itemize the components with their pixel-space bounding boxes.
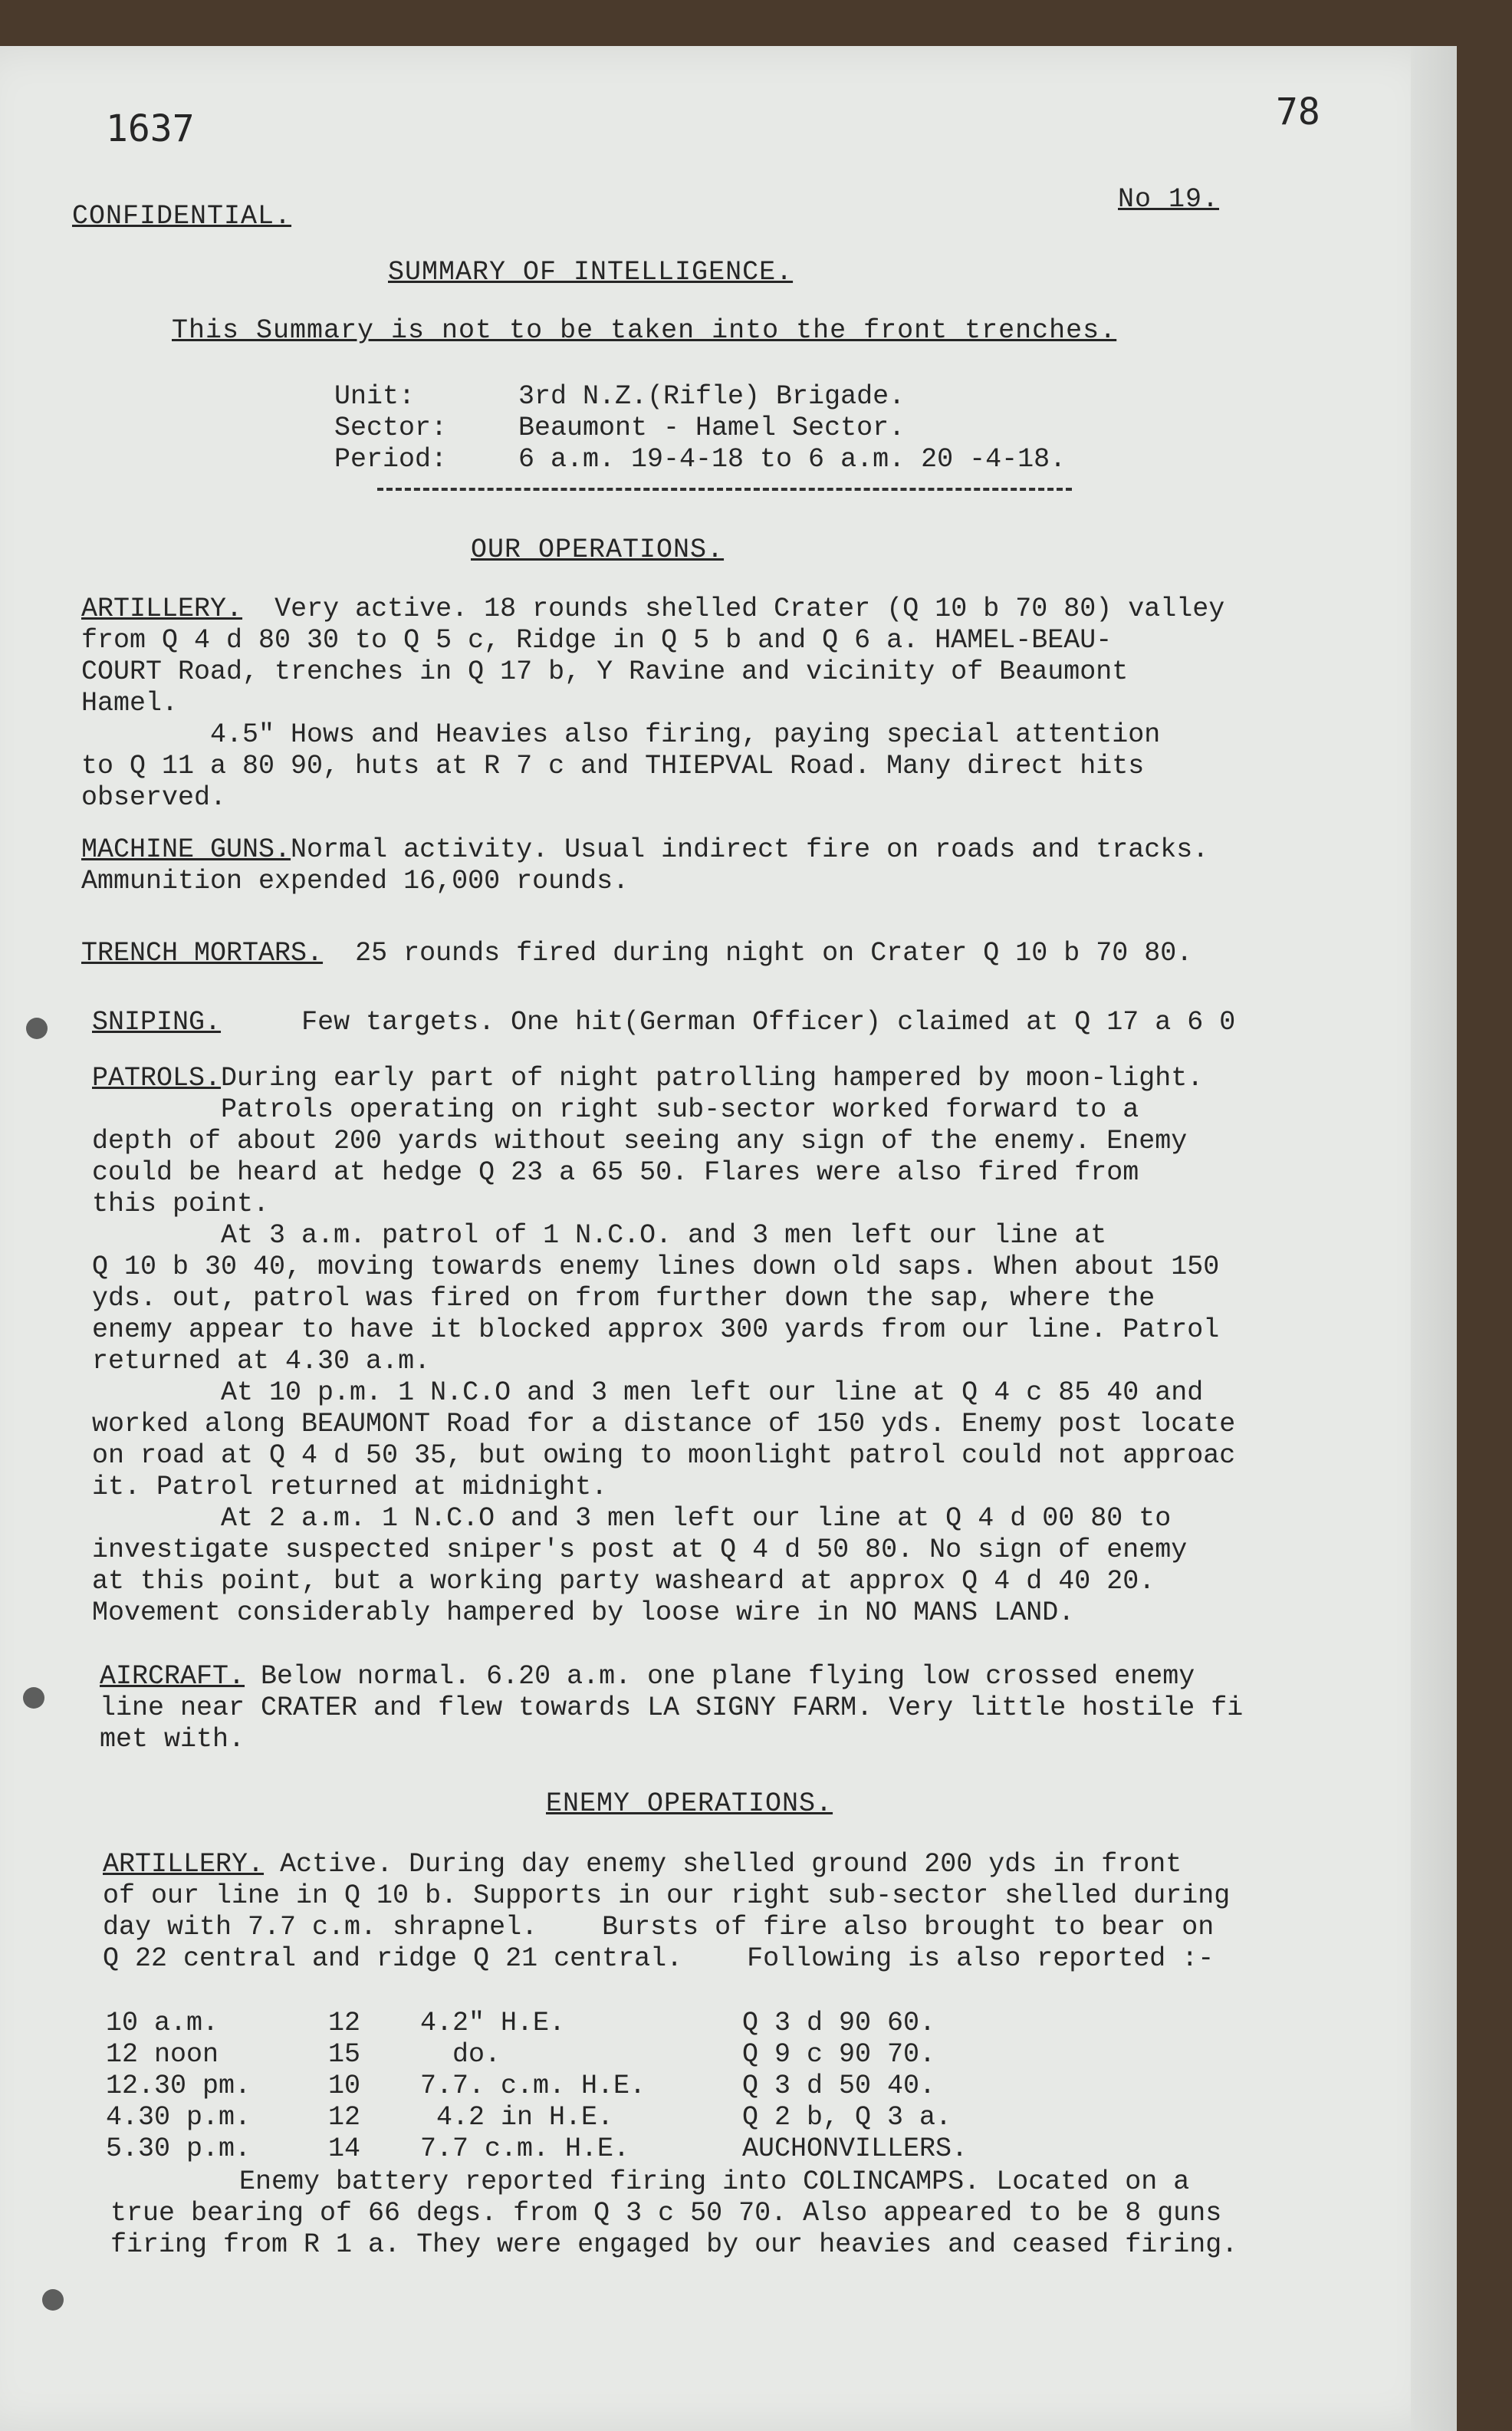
details-block xyxy=(334,381,1066,475)
detail-label: Sector: xyxy=(334,413,448,443)
table-row: 4.30 p.m. 12 4.2 in H.E. Q 2 b, Q 3 a. xyxy=(106,2102,952,2133)
section-label: MACHINE GUNS. xyxy=(81,834,291,865)
detail-value: 3rd N.Z.(Rifle) Brigade. xyxy=(518,381,906,412)
detail-row xyxy=(334,444,1066,475)
distribution-notice: This Summary is not to be taken into the front trenches. xyxy=(172,315,1117,346)
patrols-section: PATROLS.During early part of night patrolling hampered by moon-light. Patrols operating on right sub-sector worked forward to a depth of about 200 yards without seeing any sign of the enemy. Enemy could be heard at hedge Q 23 a 65 50. Flares were also fired from this point. At 3 a.m. patrol of 1 N.C.O. and 3 men left our line at Q 10 b 30 40, moving towards enemy lines down old saps. When about 150 yds. out, patrol was fired on from further down the sap, where the enemy appear to have it blocked approx 300 yards from our line. Patrol returned at 4.30 a.m. At 10 p.m. 1 N.C.O and 3 men left our line at Q 4 c 85 40 and worked along BEAUMONT Road for a distance of 150 yds. Enemy post locate on road at Q 4 d 50 35, but owing to moonlight patrol could not approac it. Patrol returned at midnight. At 2 a.m. 1 N.C.O and 3 men left our line at Q 4 d 00 80 to investigate suspected sniper's post at Q 4 d 50 80. No sign of enemy at this point, but a working party washeard at approx Q 4 d 40 20. Movement considerably hampered by loose wire in NO MANS LAND. xyxy=(92,1063,1236,1628)
punch-hole xyxy=(42,2289,64,2311)
page-edge xyxy=(1411,46,1457,2431)
separator-line xyxy=(377,488,1072,491)
shelling-table xyxy=(106,2008,968,2165)
section-label: ARTILLERY. xyxy=(81,594,243,624)
sniping-section: SNIPING. Few targets. One hit(German Officer) claimed at Q 17 a 6 0 xyxy=(92,1007,1236,1038)
file-number: 1637 xyxy=(106,107,195,150)
punch-hole xyxy=(26,1018,48,1039)
document-number: No 19. xyxy=(1118,184,1220,215)
trench-mortars-section: TRENCH MORTARS. 25 rounds fired during night on Crater Q 10 b 70 80. xyxy=(81,938,1193,969)
section-label: ARTILLERY. xyxy=(103,1849,265,1880)
detail-label: Unit: xyxy=(334,381,416,412)
our-artillery-section: ARTILLERY. Very active. 18 rounds shelled Crater (Q 10 b 70 80) valley from Q 4 d 80 30 to Q 5 c, Ridge in Q 5 b and Q 6 a. HAMEL-BEAU- COURT Road, trenches in Q 17 b, Y Ravine and vicinity of Beaumont Hamel. 4.5" Hows and Heavies also firing, paying special attention to Q 11 a 80 90, huts at R 7 c and THIEPVAL Road. Many direct hits observed. xyxy=(81,594,1225,813)
table-row: 12.30 pm. 10 7.7. c.m. H.E. Q 3 d 50 40. xyxy=(106,2071,936,2101)
machine-guns-section: MACHINE GUNS.Normal activity. Usual indirect fire on roads and tracks. Ammunition expended 16,000 rounds. xyxy=(81,834,1209,896)
detail-row xyxy=(334,413,1066,444)
enemy-battery-section: Enemy battery reported firing into COLINCAMPS. Located on a true bearing of 66 degs. from Q 3 c 50 70. Also appeared to be 8 guns firing from R 1 a. They were engaged by our heavies and ceased firing. xyxy=(110,2166,1238,2260)
section-label: TRENCH MORTARS. xyxy=(81,938,324,969)
section-label: PATROLS. xyxy=(92,1063,222,1094)
detail-value: Beaumont - Hamel Sector. xyxy=(518,413,906,443)
our-operations-heading: OUR OPERATIONS. xyxy=(471,535,725,565)
enemy-operations-heading: ENEMY OPERATIONS. xyxy=(546,1788,833,1819)
classification: CONFIDENTIAL. xyxy=(72,201,292,232)
document-title: SUMMARY OF INTELLIGENCE. xyxy=(388,257,794,288)
detail-value: 6 a.m. 19-4-18 to 6 a.m. 20 -4-18. xyxy=(518,444,1067,475)
table-row: 5.30 p.m. 14 7.7 c.m. H.E. AUCHONVILLERS. xyxy=(106,2133,968,2164)
page-number: 78 xyxy=(1276,90,1320,133)
detail-row xyxy=(334,381,1066,413)
table-row: 12 noon 15 do. Q 9 c 90 70. xyxy=(106,2039,936,2070)
punch-hole xyxy=(23,1687,44,1709)
detail-label: Period: xyxy=(334,444,448,475)
section-label: SNIPING. xyxy=(92,1007,222,1038)
table-row: 10 a.m. 12 4.2" H.E. Q 3 d 90 60. xyxy=(106,2008,936,2038)
aircraft-section: AIRCRAFT. Below normal. 6.20 a.m. one plane flying low crossed enemy line near CRATER and flew towards LA SIGNY FARM. Very little hostile fi met with. xyxy=(100,1661,1244,1755)
section-label: AIRCRAFT. xyxy=(100,1661,245,1692)
enemy-artillery-section: ARTILLERY. Active. During day enemy shelled ground 200 yds in front of our line in Q 10 b. Supports in our right sub-sector shelled during day with 7.7 c.m. shrapnel. Bursts of fire also brought to bear on Q 22 central and ridge Q 21 central. Following is also reported :- xyxy=(103,1849,1231,1974)
